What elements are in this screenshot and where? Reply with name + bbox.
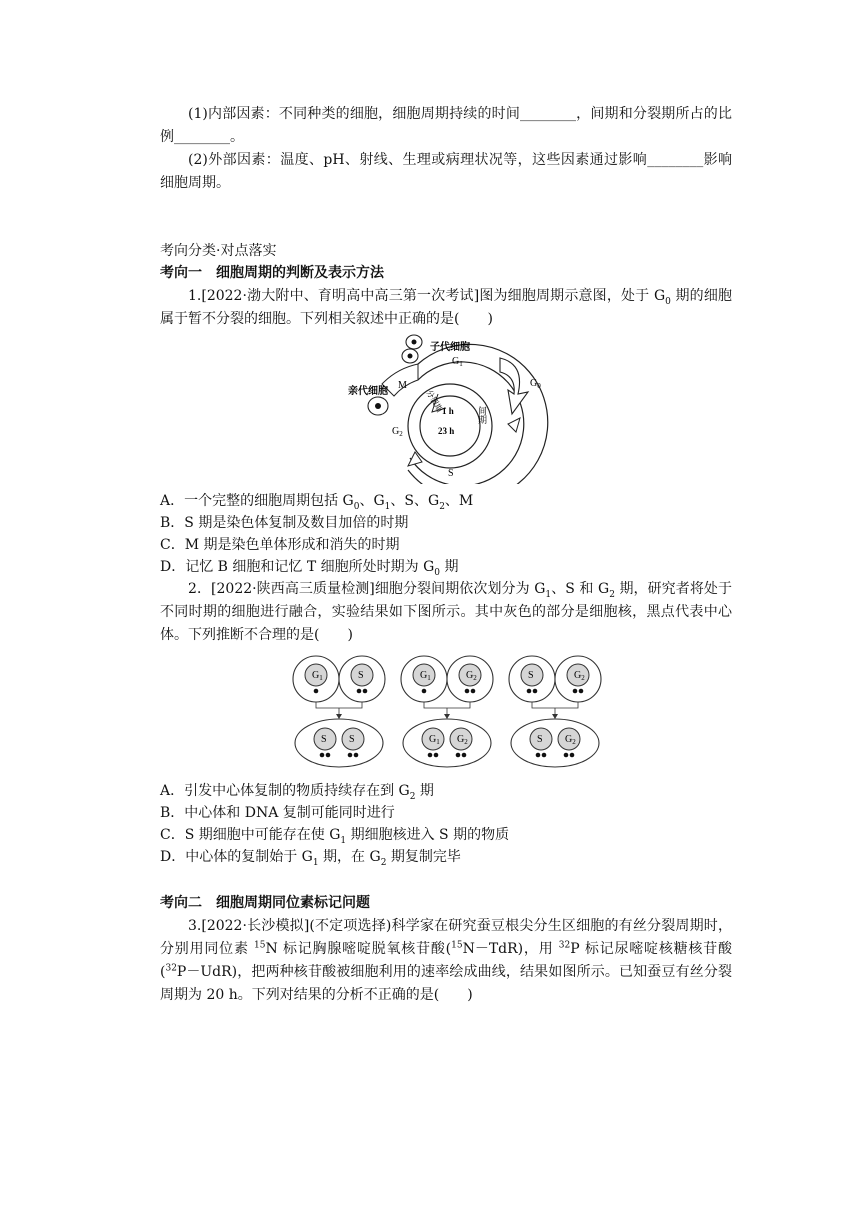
centrosome-dot — [564, 753, 569, 758]
centrosome-dot — [357, 689, 362, 694]
centrosome-dot — [527, 689, 532, 694]
cell-cycle-diagram — [340, 334, 560, 484]
fusion-connector — [316, 702, 362, 708]
centrosome-dot — [536, 753, 541, 758]
question-1-stem: 1.[2022·渤大附中、育明高中高三第一次考试]图为细胞周期示意图，处于 $G_0$ 期的细胞属于暂不分裂的细胞。下列相关叙述中正确的是( ) — [160, 288, 732, 327]
fusion-arrowhead — [336, 714, 342, 719]
direction1-title: 考向一 细胞周期的判断及表示方法 — [160, 265, 384, 281]
centrosome-dot — [422, 689, 427, 694]
g1-label: $G_1$ — [452, 356, 463, 368]
centrosome-dot — [579, 689, 584, 694]
top-cell-label: $G_1$ — [312, 670, 323, 682]
question-2-stem: 2．[2022·陕西高三质量检测]细胞分裂间期依次划分为 $G_1$、S 和 $G_2$ 期，研究者将处于不同时期的细胞进行融合，实验结果如下图所示。其中灰色的部分是细胞核，黑点代表中心体。下列推断不合理的是( ) — [160, 581, 732, 643]
g0-label: $G_0$ — [530, 378, 541, 390]
top-cell-label: $G_2$ — [466, 670, 477, 682]
top-cell-label: S — [528, 670, 534, 681]
daughter-nucleus — [408, 354, 413, 359]
fusion-arrowhead — [444, 714, 450, 719]
fused-cell — [511, 719, 599, 767]
daughter-nucleus — [412, 340, 417, 345]
fused-cell-label: S — [537, 734, 543, 745]
q1-option-c: C．M 期是染色单体形成和消失的时期 — [160, 537, 400, 553]
centrosome-dot — [542, 753, 547, 758]
q2-option-b: B．中心体和 DNA 复制可能同时进行 — [160, 805, 395, 821]
centrosome-dot — [326, 753, 331, 758]
centrosome-dot — [363, 689, 368, 694]
fusion-connector — [424, 702, 470, 708]
g2-label: $G_2$ — [392, 426, 403, 438]
fusion-arrowhead — [552, 714, 558, 719]
centrosome-dot — [573, 689, 578, 694]
centrosome-dot — [348, 753, 353, 758]
q2-option-a: A．引发中心体复制的物质持续存在到 $G_2$ 期 — [160, 783, 434, 802]
fused-cell — [403, 719, 491, 767]
classification-title: 考向分类·对点落实 — [160, 243, 277, 259]
centrosome-dot — [428, 753, 433, 758]
question-3-stem: 3.[2022·长沙模拟](不定项选择)科学家在研究蚕豆根尖分生区细胞的有丝分裂周期时，分别用同位素 $^{15}$N 标记胸腺嘧啶脱氧核苷酸($^{15}$N－TdR)，用 $^{32}$P 标记尿嘧啶核糖核苷酸($^{32}$P－UdR)，把两种核苷酸被细胞利用的速率绘成曲线，结果如图所示。已知蚕豆有丝分裂周期为 20 h。下列对结果的分析不正确的是( ) — [160, 918, 732, 1003]
centrosome-dot — [471, 689, 476, 694]
internal-factor-paragraph: (1)内部因素：不同种类的细胞，细胞周期持续的时间________，间期和分裂期所占的比例________。 — [160, 106, 732, 145]
centrosome-dot — [462, 753, 467, 758]
q1-option-d: D．记忆 B 细胞和记忆 T 细胞所处时期为 $G_0$ 期 — [160, 559, 459, 578]
fused-cell — [295, 719, 383, 767]
q2-option-c: C．S 期细胞中可能存在使 $G_1$ 期细胞核进入 S 期的物质 — [160, 827, 510, 846]
top-cell-label: S — [358, 670, 364, 681]
cell-fusion-diagram — [290, 655, 610, 770]
s-label: S — [448, 468, 454, 479]
interphase-label: 间期 — [477, 406, 487, 424]
q2-option-d: D．中心体的复制始于 $G_1$ 期，在 $G_2$ 期复制完毕 — [160, 849, 461, 868]
direction2-title: 考向二 细胞周期同位素标记问题 — [160, 895, 370, 911]
m-label: M — [398, 380, 407, 391]
fused-cell-label: S — [349, 734, 355, 745]
centrosome-dot — [456, 753, 461, 758]
centrosome-dot — [533, 689, 538, 694]
division-label: 分裂期 — [424, 388, 445, 414]
centrosome-dot — [354, 753, 359, 758]
centrosome-dot — [570, 753, 575, 758]
fused-cell-label: $G_2$ — [565, 734, 576, 746]
centrosome-dot — [314, 689, 319, 694]
ring-arrowhead — [508, 418, 520, 432]
time-23h-label: 23 h — [438, 426, 455, 436]
external-factor-paragraph: (2)外部因素：温度、pH、射线、生理或病理状况等，这些因素通过影响________影响细胞周期。 — [160, 152, 732, 191]
centrosome-dot — [465, 689, 470, 694]
fused-cell-label: $G_1$ — [429, 734, 440, 746]
centrosome-dot — [434, 753, 439, 758]
centrosome-dot — [320, 753, 325, 758]
daughter-cell-label: 子代细胞 — [430, 342, 470, 353]
top-cell-label: $G_1$ — [420, 670, 431, 682]
fused-cell-label: S — [321, 734, 327, 745]
q1-option-b: B．S 期是染色体复制及数目加倍的时期 — [160, 515, 409, 531]
parent-nucleus — [375, 403, 381, 409]
q1-option-a: A．一个完整的细胞周期包括 $G_0$、$G_1$、S、$G_2$、M — [160, 493, 474, 512]
fused-cell-label: $G_2$ — [457, 734, 468, 746]
fusion-connector — [532, 702, 578, 708]
time-1h-label: 1 h — [442, 406, 454, 416]
top-cell-label: $G_2$ — [574, 670, 585, 682]
inner-ring-arc — [410, 362, 524, 484]
parent-cell-label: 亲代细胞 — [348, 386, 388, 397]
